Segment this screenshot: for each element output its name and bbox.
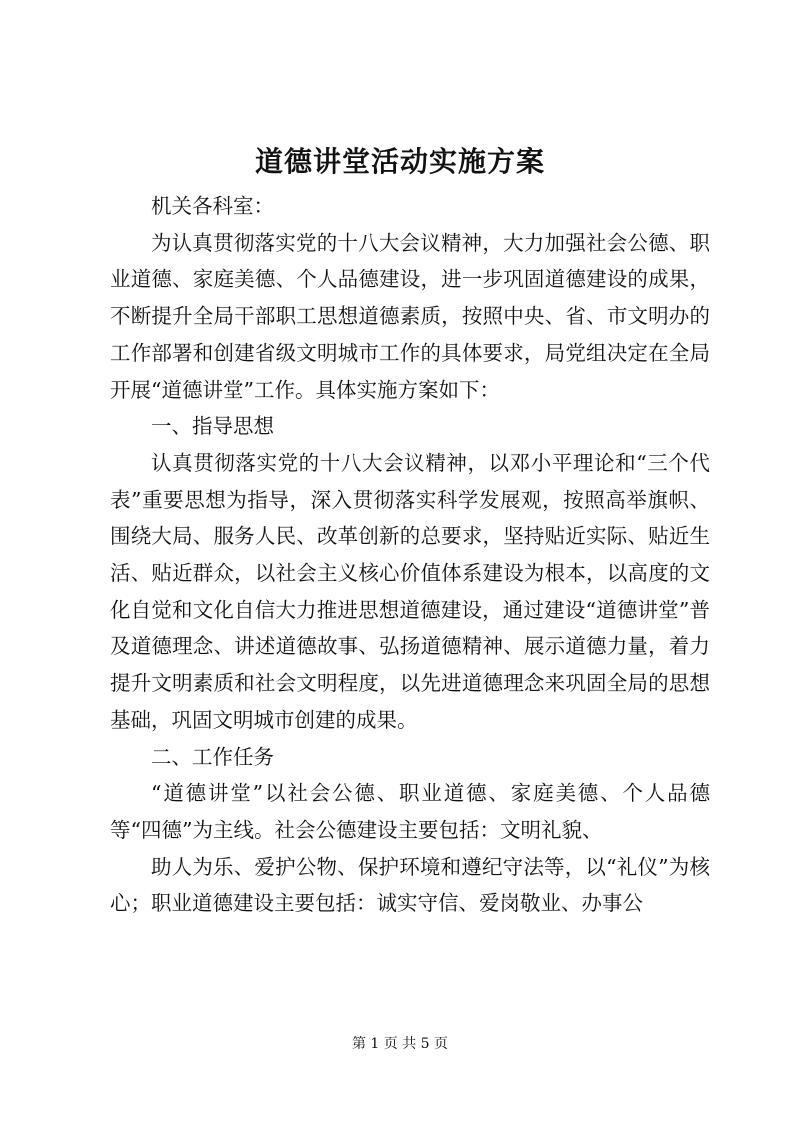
work-tasks-paragraph: “道德讲堂”以社会公德、职业道德、家庭美德、个人品德等“四德”为主线。社会公德建设主要包括：文明礼貌、 [110, 781, 710, 842]
page-indicator: 第 1 页 共 5 页 [351, 1036, 449, 1052]
salutation: 机关各科室： [151, 194, 274, 218]
section-heading-work-tasks: 二、工作任务 [151, 744, 274, 769]
guiding-ideology-paragraph: 认真贯彻落实党的十八大会议精神，以邓小平理论和“三个代表”重要思想为指导，深入贯彻落实科学发展观，按照高举旗帜、围绕大局、服务人民、改革创新的总要求，坚持贴近实际、贴近生活、贴近群众，以社会主义核心价值体系建设为根本，以高度的文化自觉和文化自信大力推进思想道德建设，通过建设“道德讲堂”普及道德理念、讲述道德故事、弘扬道德精神、展示道德力量，着力提升文明素质和社会文明程度，以先进道德理念来巩固全局的思想基础，巩固文明城市创建的成果。 [110, 450, 710, 732]
document-title: 道德讲堂活动实施方案 [254, 145, 545, 178]
section-heading-guiding-ideology: 一、指导思想 [151, 414, 274, 439]
work-tasks-paragraph-continued: 助人为乐、爱护公物、保护环境和遵纪守法等，以“礼仪”为核心；职业道德建设主要包括：诚实守信、爱岗敬业、办事公 [110, 854, 710, 916]
document-body [110, 188, 710, 922]
intro-paragraph: 为认真贯彻落实党的十八大会议精神，大力加强社会公德、职业道德、家庭美德、个人品德建设，进一步巩固道德建设的成果，不断提升全局干部职工思想道德素质，按照中央、省、市文明办的工作部署和创建省级文明城市工作的具体要求，局党组决定在全局开展“道德讲堂”工作。具体实施方案如下： [110, 230, 710, 402]
